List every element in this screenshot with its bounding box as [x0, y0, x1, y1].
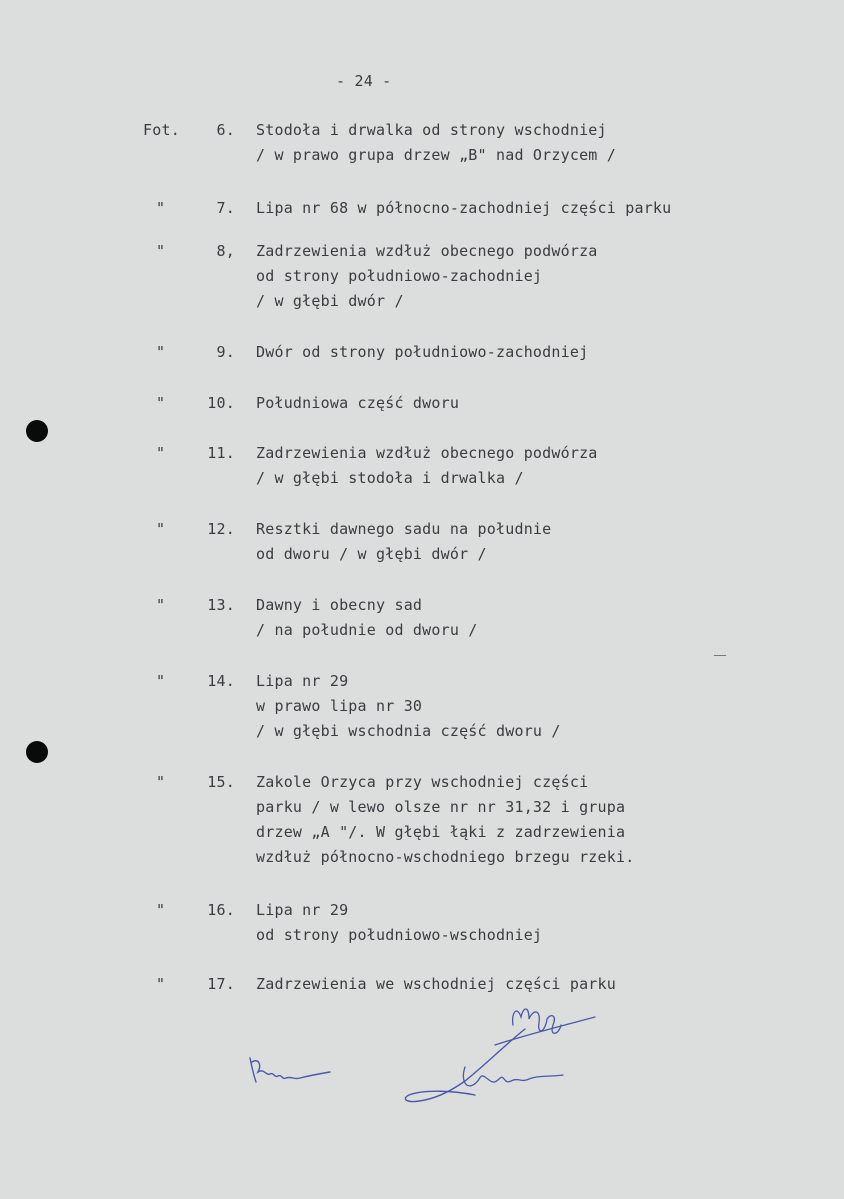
entry-line: Lipa nr 29: [256, 901, 349, 919]
entry-line: / w głębi dwór /: [256, 292, 404, 310]
entry-text: [256, 669, 776, 744]
ditto-mark: ": [156, 242, 166, 260]
entry-marker: Fot.: [143, 121, 180, 139]
page-number: - 24 -: [336, 72, 392, 90]
entry-line: od strony południowo-wschodniej: [256, 926, 543, 944]
entry-line: od dworu / w głębi dwór /: [256, 545, 487, 563]
entry-line: Zadrzewienia we wschodniej części parku: [256, 975, 616, 993]
entry-text: [256, 898, 776, 948]
entry-number: 9.: [216, 343, 235, 361]
ditto-mark: ": [156, 975, 166, 993]
entry-line: Resztki dawnego sadu na południe: [256, 520, 552, 538]
entry-number: 16.: [207, 901, 235, 919]
entry-text: [256, 118, 776, 168]
ditto-mark: ": [156, 596, 166, 614]
ditto-mark: ": [156, 394, 166, 412]
entry-line: / w głębi wschodnia część dworu /: [256, 722, 561, 740]
entry-number: 12.: [207, 520, 235, 538]
entry-number: 10.: [207, 394, 235, 412]
entry-number: 14.: [207, 672, 235, 690]
entry-text: [256, 340, 776, 365]
entry-number: 17.: [207, 975, 235, 993]
entry-line: Zakole Orzyca przy wschodniej części: [256, 773, 589, 791]
entry-line: parku / w lewo olsze nr nr 31,32 i grupa: [256, 798, 626, 816]
entry-number: 7.: [216, 199, 235, 217]
entry-text: [256, 239, 776, 314]
entry-number: 15.: [207, 773, 235, 791]
entry-text: [256, 196, 776, 221]
entry-line: Zadrzewienia wzdłuż obecnego podwórza: [256, 444, 598, 462]
entry-text: [256, 391, 776, 416]
ditto-mark: ": [156, 444, 166, 462]
entry-line: Stodoła i drwalka od strony wschodniej: [256, 121, 607, 139]
signature-left: [244, 1050, 339, 1095]
entry-number: 11.: [207, 444, 235, 462]
entry-line: w prawo lipa nr 30: [256, 697, 423, 715]
entry-line: od strony południowo-zachodniej: [256, 267, 543, 285]
ditto-mark: ": [156, 520, 166, 538]
ditto-mark: ": [156, 343, 166, 361]
entry-text: [256, 972, 776, 997]
entry-line: drzew „A "/. W głębi łąki z zadrzewienia: [256, 823, 626, 841]
entry-text: [256, 593, 776, 643]
entry-number: 13.: [207, 596, 235, 614]
entry-line: Zadrzewienia wzdłuż obecnego podwórza: [256, 242, 598, 260]
entry-line: Lipa nr 68 w północno-zachodniej części parku: [256, 199, 672, 217]
ditto-mark: ": [156, 901, 166, 919]
stray-mark: [714, 655, 726, 656]
entry-line: / na południe od dworu /: [256, 621, 478, 639]
entry-text: [256, 441, 776, 491]
ditto-mark: ": [156, 773, 166, 791]
entry-line: Południowa część dworu: [256, 394, 460, 412]
entry-text: [256, 770, 776, 870]
ditto-mark: ": [156, 672, 166, 690]
entry-line: / w głębi stodoła i drwalka /: [256, 469, 524, 487]
entry-line: Dawny i obecny sad: [256, 596, 423, 614]
entry-line: / w prawo grupa drzew „B" nad Orzycem /: [256, 146, 616, 164]
ditto-mark: ": [156, 199, 166, 217]
punch-hole-top: [26, 420, 48, 442]
entry-number: 6.: [216, 121, 235, 139]
entry-number: 8,: [216, 242, 235, 260]
entry-line: Dwór od strony południowo-zachodniej: [256, 343, 589, 361]
entry-line: Lipa nr 29: [256, 672, 349, 690]
signature-center: [395, 995, 605, 1110]
punch-hole-bottom: [26, 741, 48, 763]
entry-line: wzdłuż północno-wschodniego brzegu rzeki.: [256, 848, 635, 866]
entry-text: [256, 517, 776, 567]
